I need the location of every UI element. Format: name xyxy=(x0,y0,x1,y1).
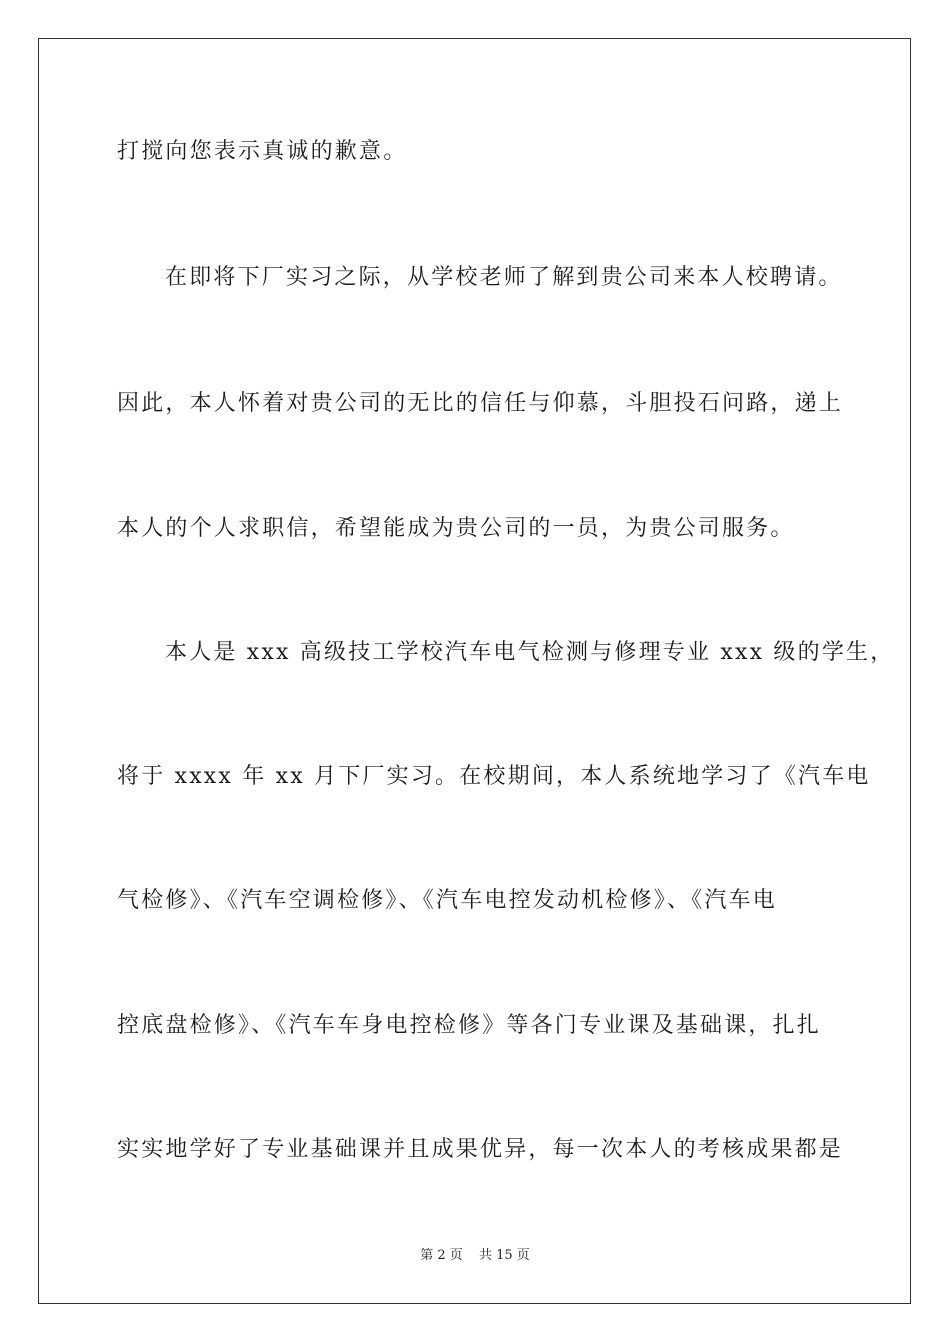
text-line: 将于 xxxx 年 xx 月下厂实习。在校期间，本人系统地学习了《汽车电 xyxy=(117,764,871,789)
text-line: 本人是 xxx 高级技工学校汽车电气检测与修理专业 xxx 级的学生， xyxy=(165,640,895,665)
text-line: 气检修》、《汽车空调检修》、《汽车电控发动机检修》、《汽车电 xyxy=(117,888,778,913)
page-border xyxy=(38,38,911,1304)
text-line: 实实地学好了专业基础课并且成果优异，每一次本人的考核成果都是 xyxy=(117,1137,844,1162)
text-line: 控底盘检修》、《汽车车身电控检修》等各门专业课及基础课，扎扎 xyxy=(117,1013,822,1038)
text-line: 在即将下厂实习之际，从学校老师了解到贵公司来本人校聘请。 xyxy=(165,265,843,290)
text-line: 因此，本人怀着对贵公司的无比的信任与仰慕，斗胆投石问路，递上 xyxy=(117,391,844,416)
page-footer xyxy=(0,1248,950,1264)
total-pages: 共 15 页 xyxy=(478,1248,530,1263)
page-number: 第 2 页 xyxy=(420,1248,463,1263)
text-line: 本人的个人求职信，希望能成为贵公司的一员，为贵公司服务。 xyxy=(117,516,795,541)
text-line: 打搅向您表示真诚的歉意。 xyxy=(117,139,408,164)
